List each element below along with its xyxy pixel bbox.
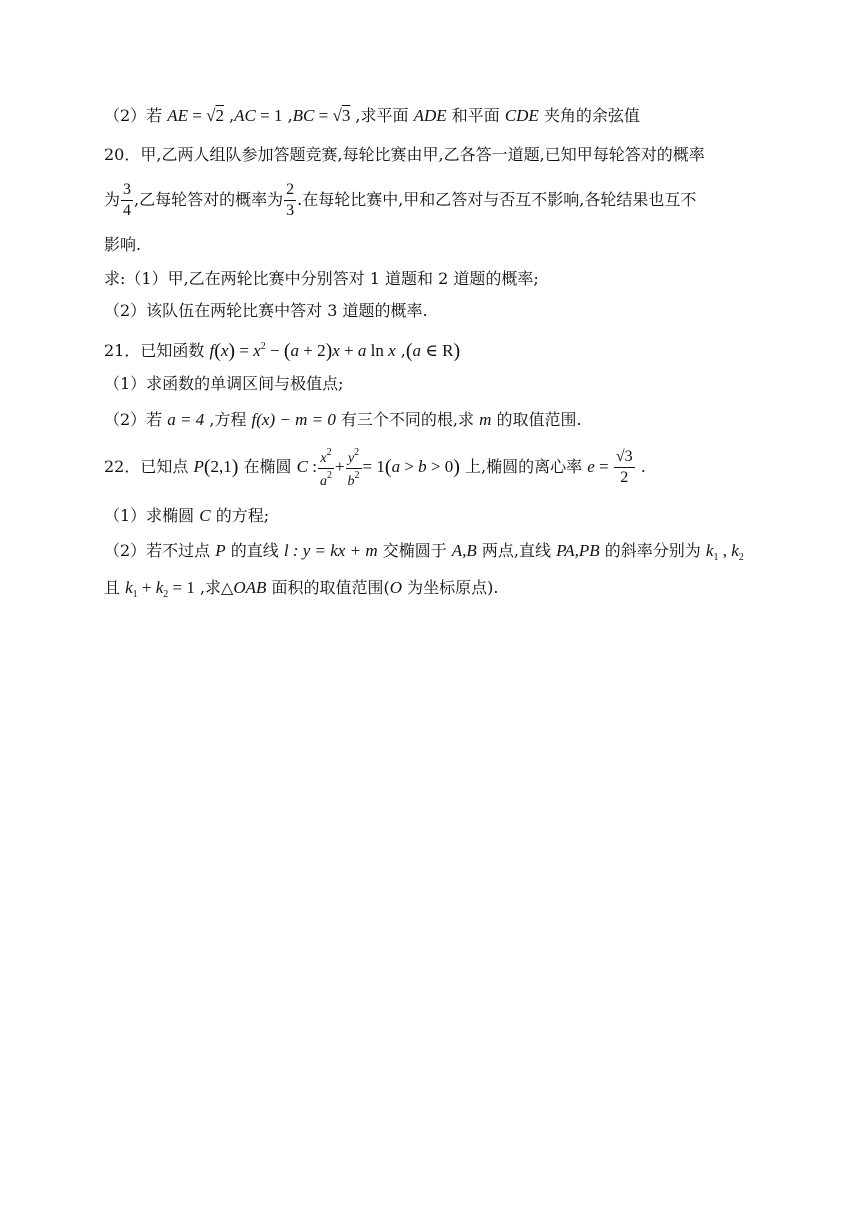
math-equation: f(x) − m = 0 [251,410,336,429]
q22-last-b: ,求△ [194,578,234,597]
math-PA-PB: PA,PB [556,541,600,560]
math-k-sum: $k_1 + k_2 = 1$ [125,578,195,600]
math-a-eq-4: a = 4 [167,410,205,429]
math-OAB: OAB [233,578,267,597]
q22-part2-c: 交椭圆于 [377,541,452,560]
q19-text2: 和平面 [446,106,505,125]
frac-num: 2 [284,182,296,201]
q20-mid: ,乙每轮答对的概率为 [134,190,284,209]
q22-last-a: 且 [104,578,126,597]
q20-line2 [104,180,696,220]
math-AB: A,B [451,541,477,560]
radicand-3: 3 [341,106,351,125]
q21-part2-pre: （2）若 [104,410,168,429]
function-definition: $f(x) = x^2 - (a + 2)x + a$ ln x [209,340,396,362]
q21-part2 [104,409,582,431]
q20-part1: 求:（1）甲,乙在两轮比赛中分别答对 1 道题和 2 道题的概率; [104,269,539,288]
q19-text3: 夹角的余弦值 [538,106,640,125]
q22-last-d: 为坐标原点). [402,578,499,597]
math-C: C [199,506,211,525]
math-eq1: = 1 [255,106,283,125]
math-AE: AE [167,106,189,125]
math-P: P [215,541,226,560]
fraction-jia [121,182,133,219]
frac-den: 3 [286,202,295,219]
q19-part2: （2）若 AE = √2 ,AC = 1 ,BC = √3 ,求平面 ADE 和平面 CDE 夹角的余弦值 [104,106,640,125]
q19-text1: ,求平面 [350,106,414,125]
q22-part2-b: 的直线 [225,541,284,560]
q22-after: 上,椭圆的离心率 [459,457,588,476]
math-AC: AC [234,106,256,125]
q21-intro: 21．已知函数 $f(x) = x^2 - (a + 2)x + a$ ln x ,(a ∈ R) [104,340,461,362]
q22-part2-d: 两点,直线 [476,541,557,560]
q22-part2-cont [104,577,498,606]
math-O: O [389,578,403,597]
q20-part2: （2）该队伍在两轮比赛中答对 3 道题的概率. [104,301,428,320]
frac-den: 4 [123,202,132,219]
math-CDE: CDE [504,106,539,125]
math-ADE: ADE [413,106,447,125]
ellipse-equation: C : $\frac{x^2}{a^2}$ + $\frac{y^2}{b^2}$ = 1(a > b > 0) [296,446,460,489]
q22-part2 [104,540,744,569]
frac-den: 2 [620,469,629,486]
math-k1-k2: $k_1$ , $k_2$ [705,541,744,563]
point-P: P(2,1) [193,456,239,478]
part-label: （2）若 [104,106,168,125]
q22-part2-a: （2）若不过点 [104,541,216,560]
q20-wei: 为 [104,190,121,209]
q22-intro-text: 22．已知点 [104,457,194,476]
q22-part2-e: 的斜率分别为 [599,541,706,560]
math-BC: BC [292,106,315,125]
q20-tail: .在每轮比赛中,甲和乙答对与否互不影响,各轮结果也互不 [297,190,697,209]
q20-line1: 20．甲,乙两人组队参加答题竞赛,每轮比赛由甲,乙各答一道题,已知甲每轮答对的概率 [104,145,705,164]
q22-on: 在椭圆 [238,457,297,476]
q21-part2-end: 的取值范围. [491,410,582,429]
q22-intro: 22．已知点 P(2,1) 在椭圆 C : $\frac{x^2}{a^2}$ + $\frac{y^2}{b^2}$ = 1(a > b > 0) 上,椭圆的离心率 e = $\frac{√3}{2}$ . [104,446,646,489]
q22-part1-post: 的方程; [210,506,270,525]
frac-num: √3 [614,449,635,468]
radicand-2: 2 [215,106,224,125]
q21-part1: （1）求函数的单调区间与极值点; [104,374,344,393]
fraction-yi [284,182,296,219]
q21-part2-post: 有三个不同的根,求 [335,410,480,429]
q20-line3: 影响. [104,235,142,254]
math-line-equation: l : y = kx + m [283,541,378,560]
q21-part2-mid: ,方程 [204,410,252,429]
q22-last-c: 面积的取值范围( [266,578,390,597]
q21-intro-text: 21．已知函数 [104,341,210,360]
eccentricity-fraction [614,449,635,486]
math-m: m [479,410,492,429]
frac-num: 3 [121,182,133,201]
q22-part1 [104,505,269,527]
q22-part1-pre: （1）求椭圆 [104,506,200,525]
